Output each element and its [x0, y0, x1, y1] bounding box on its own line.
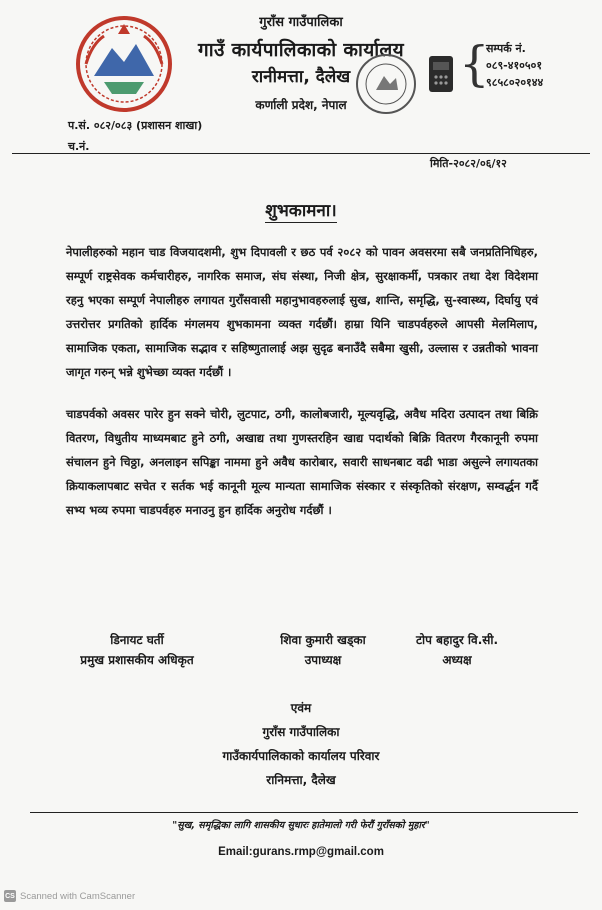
- closing-block: [0, 696, 602, 792]
- camscanner-logo-icon: CS: [4, 890, 16, 902]
- body-paragraph-1: नेपालीहरुको महान चाड विजयादशमी, शुभ दिपावली र छठ पर्व २०८२ को पावन अवसरमा सबै जनप्रतिनिधिहरु, सम्पूर्ण राष्ट्रसेवक कर्मचारीहरु, नागरिक समाज, संघ संस्था, निजी क्षेत्र, सुरक्षाकर्मी, पत्रकार तथा देश विदेशमा रहनु भएका सम्पूर्ण नेपालीहरु लगायत गुराँसवासी महानुभावहरुलाई सुख, शान्ति, समृद्धि, सु-स्वास्थ्य, दिर्घायु एवं उत्तरोत्तर प्रगतिको हार्दिक मंगलमय शुभकामना व्यक्त गर्दछौं। हाम्रा यिनि चाडपर्वहरुले आपसी मेलमिलाप, सामाजिक एकता, सामाजिक सद्भाव र सहिष्णुतालाई अझ सुदृढ बनाउँदै सबैमा खुसी, उल्लास र उन्नतीको भावना जागृत गरुन् भन्ने शुभेच्छा व्यक्त गर्दछौं ।: [66, 245, 538, 379]
- province-line: कर्णाली प्रदेश, नेपाल: [255, 98, 347, 112]
- office-location: रानीमत्ता, दैलेख: [251, 67, 351, 87]
- signatory-name: शिवा कुमारी खड्का: [280, 633, 366, 647]
- signatory-name: टोप बहादुर वि.सी.: [415, 633, 499, 647]
- closing-line-1: गुराँस गाउँपालिका: [262, 725, 340, 739]
- signatory-title: अध्यक्ष: [442, 653, 472, 667]
- letter-date: मिति-२०८२/०६/१२: [430, 157, 507, 170]
- camscanner-text: Scanned with CamScanner: [20, 890, 136, 902]
- reference-number: प.सं. ०८२/०८३ (प्रशासन शाखा): [68, 119, 203, 132]
- header-rule: [12, 153, 590, 154]
- camscanner-watermark: [4, 890, 135, 902]
- closing-evam: एवंम: [290, 701, 312, 715]
- contact-label: सम्पर्क नं.: [486, 42, 526, 55]
- contact-block: [486, 40, 543, 91]
- contact-phone-1: ०८९-४१०५०१: [486, 59, 543, 72]
- footer-email: Email:gurans.rmp@gmail.com: [218, 846, 384, 858]
- signatory-title: उपाध्यक्ष: [304, 653, 342, 667]
- signatory-cao: [52, 630, 222, 670]
- telephone-icon: [426, 50, 456, 96]
- brace-divider: {: [459, 36, 490, 92]
- signatory-chair: [372, 630, 542, 670]
- office-name: गाउँ कार्यपालिकाको कार्यालय: [198, 39, 404, 61]
- contact-phone-2: ९८५८०२०१४४: [486, 76, 544, 89]
- footer-rule: [30, 812, 578, 813]
- closing-line-2: गाउँकार्यपालिकाको कार्यालय परिवार: [222, 749, 380, 763]
- signatory-title: प्रमुख प्रशासकीय अधिकृत: [80, 653, 194, 667]
- closing-line-3: रानिमत्ता, दैलेख: [266, 773, 336, 787]
- letter-subject: [0, 198, 602, 221]
- body-paragraph-2: चाडपर्वको अवसर पारेर हुन सक्ने चोरी, लुटपाट, ठगी, कालोबजारी, मूल्यवृद्धि, अवैध मदिरा उत्पादन तथा बिक्रि वितरण, विधुतीय माध्यमबाट हुने ठगी, अखाद्य तथा गुणस्तरहिन खाद्य पदार्थको बिक्रि वितरण गैरकानूनी रुपमा संचालन हुने चिठ्ठा, अनलाइन सपिङ्का नाममा हुने अवैध कारोबार, सवारी साधनबाट वढी भाडा असुल्ने लगायतका क्रियाकलापबाट सचेत र सर्तक भई कानूनी मूल्य मान्यता सामाजिक संस्कार र संस्कृतिको संरक्षण, सम्वर्द्धन गर्दै सभ्य भव्य रुपमा चाडपर्वहरु मनाउनु हुन हार्दिक अनुरोध गर्दछौं ।: [66, 407, 538, 517]
- subject-text: शुभकामना।: [265, 201, 337, 221]
- signatory-name: डिनायट घर्ती: [110, 633, 164, 647]
- footer-motto: "सुख, समृद्धिका लागि शासकीय सुधारः हातेमालो गरी फेरौं गुराँसको मुहार": [172, 820, 430, 831]
- municipality-name: गुराँस गाउँपालिका: [259, 15, 343, 30]
- office-stamp-icon: [354, 52, 418, 116]
- dispatch-number: च.नं.: [68, 140, 90, 153]
